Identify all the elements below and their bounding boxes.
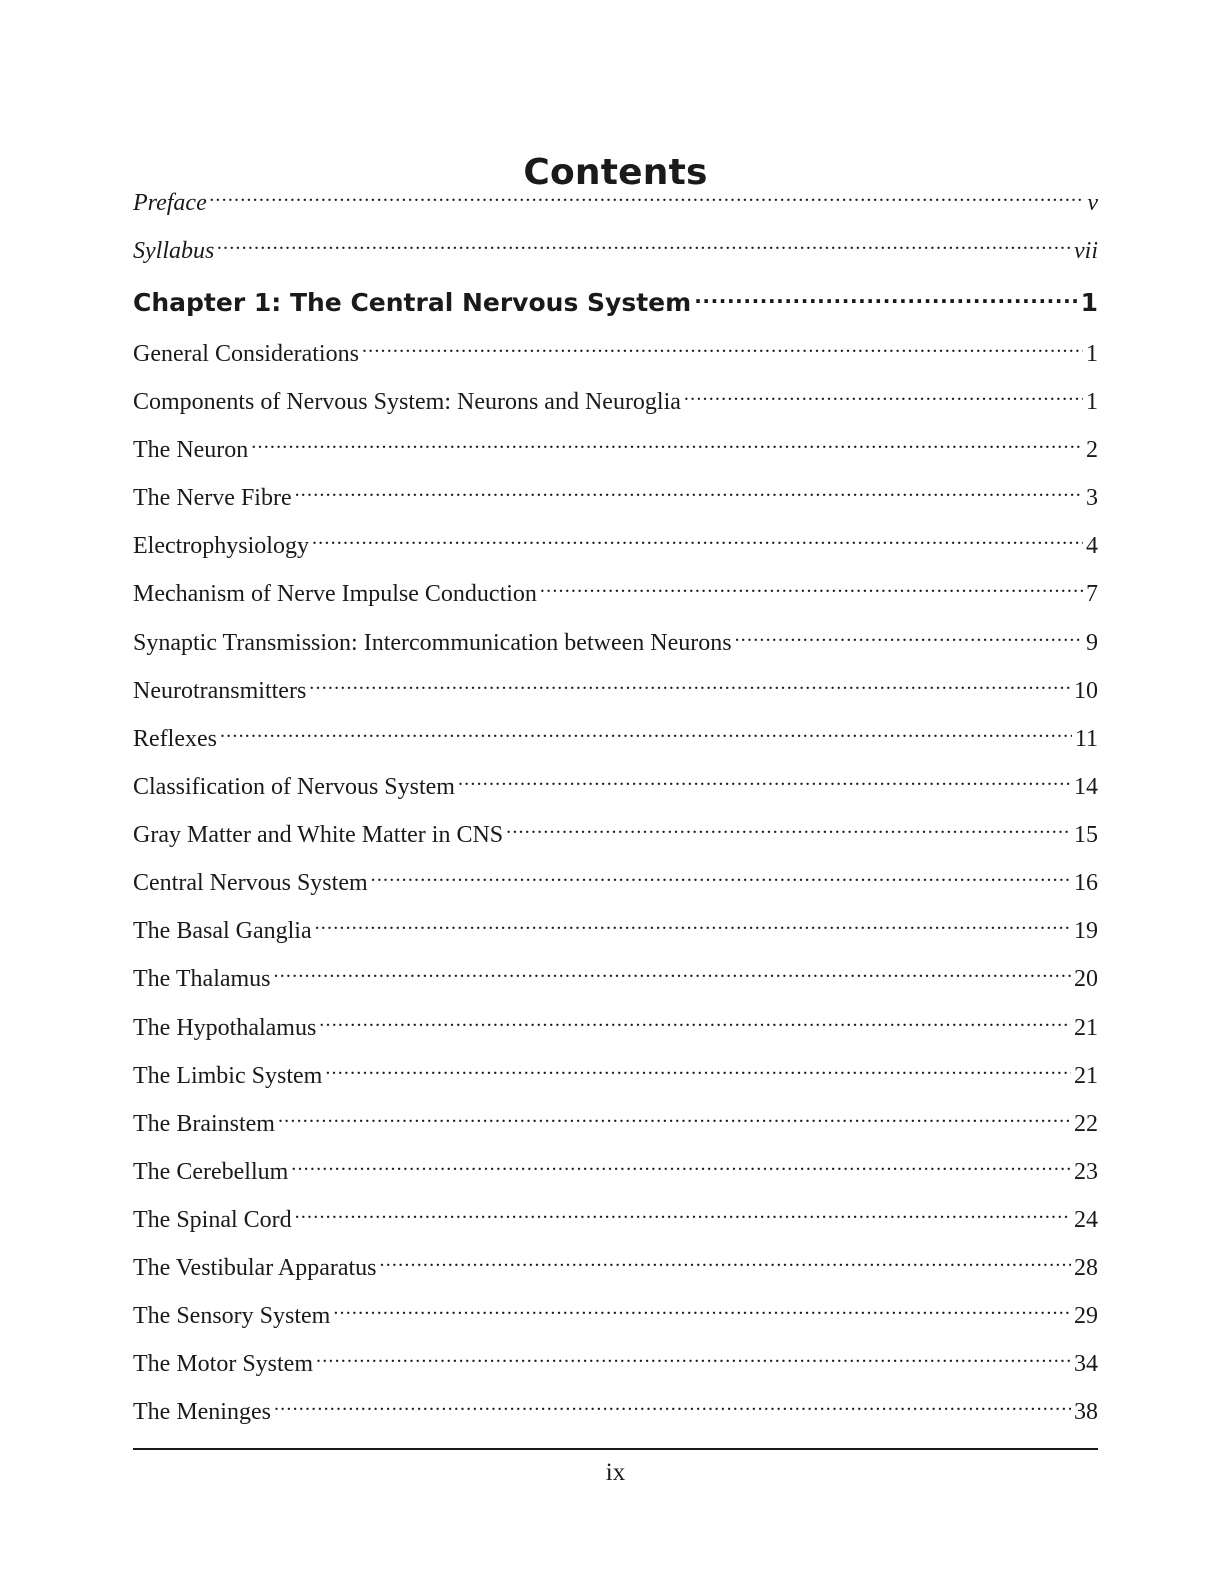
toc-entry-page-number: 19 [1074, 918, 1098, 944]
toc-entry-label: The Vestibular Apparatus [133, 1255, 377, 1281]
toc-entry-label: The Thalamus [133, 966, 271, 992]
toc-entry-page-number: 23 [1074, 1159, 1098, 1185]
toc-entry-label: Synaptic Transmission: Intercommunication between Neurons [133, 630, 732, 656]
toc-entry-page-number: 11 [1074, 726, 1098, 752]
dot-leader [735, 626, 1083, 650]
toc-entry-label: The Sensory System [133, 1303, 331, 1329]
dot-leader [274, 1395, 1071, 1419]
toc-entry-label: The Hypothalamus [133, 1015, 317, 1041]
toc-entry-label: The Nerve Fibre [133, 485, 292, 511]
dot-leader [220, 722, 1072, 746]
toc-entry-page-number: 34 [1074, 1351, 1098, 1377]
toc-entry [133, 1011, 1098, 1045]
dot-leader [333, 1299, 1071, 1323]
toc-entry-label: Preface [133, 190, 207, 216]
toc-entry-label: Reflexes [133, 726, 217, 752]
toc-entry-page-number: 4 [1086, 533, 1098, 559]
toc-entry-label: The Limbic System [133, 1063, 323, 1089]
toc-chapter-entry [133, 286, 1098, 320]
toc-entry-label: Chapter 1: The Central Nervous System [133, 288, 692, 317]
dot-leader [684, 385, 1083, 409]
dot-leader [309, 674, 1071, 698]
toc-entry [133, 1107, 1098, 1141]
toc-entry [133, 577, 1098, 611]
toc-entry-page-number: 16 [1074, 870, 1098, 896]
toc-entry [133, 1395, 1098, 1429]
dot-leader [312, 529, 1083, 553]
dot-leader [295, 481, 1083, 505]
toc-entry-page-number: 22 [1074, 1111, 1098, 1137]
dot-leader [362, 337, 1083, 361]
dot-leader [274, 962, 1071, 986]
toc-entry-page-number: 29 [1074, 1303, 1098, 1329]
toc-entry [133, 1299, 1098, 1333]
dot-leader [217, 234, 1071, 258]
toc-entry-page-number: 15 [1074, 822, 1098, 848]
dot-leader [506, 818, 1071, 842]
toc-entry [133, 674, 1098, 708]
toc-entry-label: Central Nervous System [133, 870, 368, 896]
toc-entry [133, 529, 1098, 563]
toc-entry-label: The Spinal Cord [133, 1207, 292, 1233]
dot-leader [316, 1347, 1071, 1371]
toc-entry-label: Components of Nervous System: Neurons and Neuroglia [133, 389, 681, 415]
toc-entry [133, 337, 1098, 371]
toc-entry-label: The Meninges [133, 1399, 271, 1425]
toc-entry-label: The Motor System [133, 1351, 313, 1377]
toc-entry-page-number: 24 [1074, 1207, 1098, 1233]
toc-entry [133, 770, 1098, 804]
toc-entry-label: General Considerations [133, 341, 359, 367]
toc-entry-page-number: 3 [1086, 485, 1098, 511]
dot-leader [371, 866, 1071, 890]
dot-leader [210, 186, 1085, 210]
toc-entry [133, 1347, 1098, 1381]
toc-entry [133, 1251, 1098, 1285]
toc-entry [133, 962, 1098, 996]
toc-entry-label: Syllabus [133, 238, 215, 264]
toc-entry [133, 818, 1098, 852]
dot-leader [251, 433, 1083, 457]
toc-entry-page-number: 28 [1074, 1255, 1098, 1281]
toc-entry-page-number: 9 [1086, 630, 1098, 656]
toc-entry-label: The Basal Ganglia [133, 918, 312, 944]
toc-entry-page-number: 7 [1086, 581, 1098, 607]
toc-entry [133, 914, 1098, 948]
toc-entry-page-number: 21 [1074, 1063, 1098, 1089]
toc-entry-page-number: 14 [1074, 774, 1098, 800]
page-number: ix [605, 1459, 626, 1486]
toc-entry-label: Gray Matter and White Matter in CNS [133, 822, 504, 848]
toc-entry [133, 186, 1098, 220]
dot-leader [380, 1251, 1071, 1275]
toc-entry-page-number: 21 [1074, 1015, 1098, 1041]
toc-entry [133, 1059, 1098, 1093]
toc-entry [133, 234, 1098, 268]
toc-entry-label: The Cerebellum [133, 1159, 289, 1185]
toc-entry-label: Mechanism of Nerve Impulse Conduction [133, 581, 537, 607]
dot-leader [319, 1011, 1071, 1035]
toc-entry [133, 1155, 1098, 1189]
dot-leader [278, 1107, 1071, 1131]
toc-entry-page-number: 2 [1086, 437, 1098, 463]
toc-entry-label: The Brainstem [133, 1111, 275, 1137]
dot-leader [291, 1155, 1071, 1179]
toc-entry-label: Neurotransmitters [133, 678, 307, 704]
dot-leader [694, 286, 1077, 311]
dot-leader [540, 577, 1083, 601]
toc-entry [133, 1203, 1098, 1237]
dot-leader [295, 1203, 1071, 1227]
toc-entry [133, 481, 1098, 515]
footer-rule [133, 1448, 1098, 1450]
toc-entry-label: Electrophysiology [133, 533, 309, 559]
toc-entry-page-number: 20 [1074, 966, 1098, 992]
toc-entry-page-number: vii [1074, 238, 1098, 264]
toc-entry [133, 722, 1098, 756]
toc-entry [133, 385, 1098, 419]
toc-entry-label: Classification of Nervous System [133, 774, 455, 800]
dot-leader [315, 914, 1071, 938]
dot-leader [458, 770, 1071, 794]
toc-entry-page-number: 1 [1080, 288, 1098, 317]
toc-entry-page-number: 10 [1074, 678, 1098, 704]
toc-entry-page-number: v [1087, 190, 1098, 216]
toc-entry [133, 626, 1098, 660]
page-title: Contents [523, 152, 708, 194]
toc-entry [133, 433, 1098, 467]
toc-entry-page-number: 1 [1086, 341, 1098, 367]
toc-entry [133, 866, 1098, 900]
toc-entry-page-number: 38 [1074, 1399, 1098, 1425]
toc-entry-page-number: 1 [1086, 389, 1098, 415]
toc-entry-label: The Neuron [133, 437, 249, 463]
dot-leader [325, 1059, 1071, 1083]
document-page [133, 0, 1098, 1591]
